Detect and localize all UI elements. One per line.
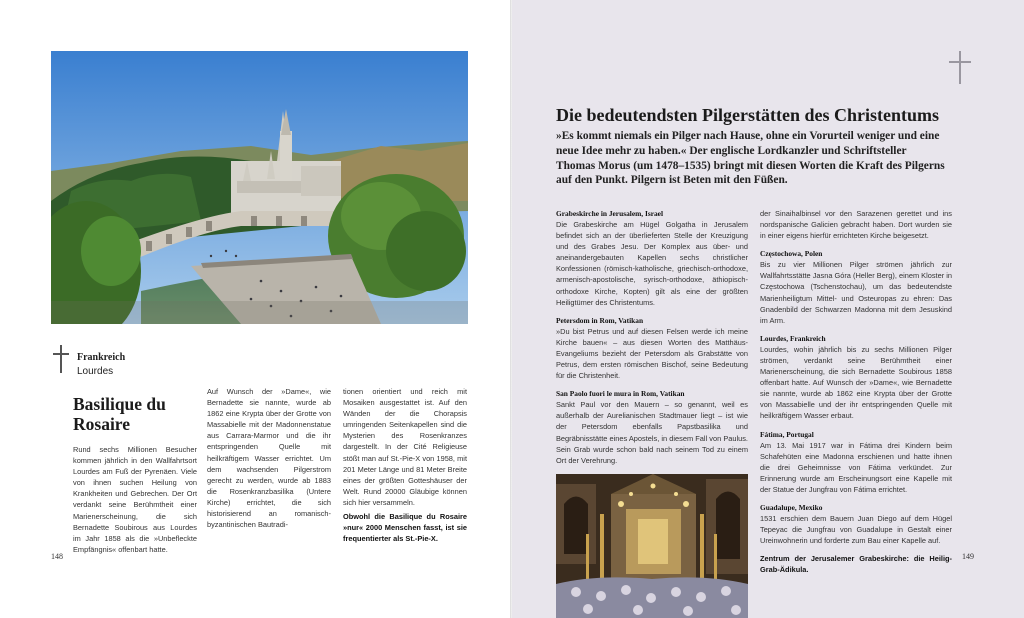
entries-column-2 — [760, 208, 952, 582]
entry-text: der Sinaihalbinsel vor den Sarazenen gerettet und ins nordspanische Galicien gebracht haben. Dort wurden sie in einer eigens hierfür errichteten Kirche beigesetzt. — [760, 209, 952, 241]
intro-paragraph: »Es kommt niemals ein Pilger nach Hause, ohne ein Vorurteil weniger und eine neue Idee mehr zu haben.« Der englische Lordkanzler und Schriftsteller Thomas Morus (um 1478–1535) bringt mit diesen Worten die Kraft des Pilgerns auf den Punkt. Pilgern ist Beten mit den Füßen. — [556, 130, 945, 187]
entry-text: Sankt Paul vor den Mauern – so genannt, weil es außerhalb der Aurelianischen Stadtmauer liegt – ist wie der Petersdom ebenfalls Papstbasilika und Begräbnisstätte eines Apostels, in diesem Fall von Paulus. Sein Grab wurde schon bald nach seinem Tod zu einem Ort der Verehrung. — [556, 400, 748, 465]
cross-icon — [949, 51, 971, 84]
title-line-1: Basilique du — [73, 394, 166, 414]
page-title — [73, 394, 193, 434]
list-item — [760, 333, 952, 422]
page-number: 149 — [962, 552, 974, 561]
list-item — [556, 208, 748, 308]
photo-caption-city: Lourdes — [77, 366, 114, 377]
column-paragraph: Rund sechs Millionen Besucher kommen jährlich in den Wallfahrtsort Lourdes am Fuß der Pyrenäen. Viele von ihnen suchen Heilung von Krankheiten und Gebrechen. Der Ort verdankt seine Berühmtheit einer Marienerscheinung, die sich Bernadette Soubirous aus Lourdes im Jahr 1858 als die »Unbefleckte Empfängnis« offenbart hatte. — [73, 445, 197, 554]
photo-caption-country: Frankreich — [77, 352, 126, 363]
column-paragraph: tionen orientiert und reich mit Mosaiken ausgestattet ist. Auf den Wänden der die Chorapsis umringenden Seitenkapellen sind die Mysterien des Rosenkranzes dargestellt. In der Cité Religieuse stößt man auf St.-Pie-X von 1958, mit 201 Meter Länge und 81 Meter Breite eines der größten Gotteshäuser der Welt. Rund 20000 Gläubige können sich hier versammeln. — [343, 387, 467, 507]
entry-text: Bis zu vier Millionen Pilger strömen jährlich zur Wallfahrtsstätte Jasna Góra (Heller Berg), einem Kloster in Częstochowa (Tschenstochau), um das bedeutendste Marienheiligtum Mittel- und Osteuropas zu ehren: Das Gnadenbild der Schwarzen Madonna mit dem Jesuskind im Arm. — [760, 260, 952, 325]
list-item — [556, 315, 748, 381]
text-column-3 — [343, 386, 467, 544]
entry-text: Die Grabeskirche am Hügel Golgatha in Jerusalem befindet sich an der überlieferten Stelle der Kreuzigung und des Grabes Jesu. Der Komplex aus über- und aneinandergebauten Kapellen sechs christlicher Konfessionen (römisch-katholische, griechisch-orthodoxe, armenisch-apostolische, syrisch-orthodoxe, äthiopisch-orthodoxe Kirche, Kopten) gilt als eine der größten Heiligtümer des Christentums. — [556, 220, 748, 307]
highlight-text: Obwohl die Basilique du Rosaire »nur« 2000 Menschen fasst, ist sie frequentierter als St.-Pie-X. — [343, 512, 467, 544]
lourdes-basilica-photo — [51, 51, 468, 324]
entry-text: Am 13. Mai 1917 war in Fátima drei Kindern beim Schafehüten eine Madonna erschienen und hatte ihnen die drei Geheimnisse von Fátima verkündet. Zur Erinnerung wurde am Erscheinungsort eine Kapelle mit der Statue der Jungfrau von Fátima errichtet. — [760, 440, 952, 494]
text-column-1 — [73, 444, 197, 555]
entry-heading: Guadalupe, Mexiko — [760, 502, 823, 512]
list-item — [760, 208, 952, 241]
caption-text: Zentrum der Jerusalemer Grabeskirche: die Heilig-Grab-Ädikula. — [760, 554, 952, 575]
list-item — [760, 502, 952, 546]
entry-text: Lourdes, wohin jährlich bis zu sechs Millionen Pilger strömen, verdankt seine Berühmtheit einer Marienerscheinung, die sich Bernadette Soubirous 1858 offenbart hatte. Auf Wunsch der »Dame«, wie Bernadette sie nannte, wurde ab 1862 eine Krypta über der Grotte von Massabielle und der ihr entspringenden Quelle mit heilkräftigem Wasser erbaut. — [760, 344, 952, 421]
page-number: 148 — [51, 552, 63, 561]
text-column-2 — [207, 386, 331, 530]
entry-text: 1531 erschien dem Bauern Juan Diego auf dem Hügel Tepeyac die Jungfrau von Guadalupe in Gestalt einer Ureinwohnerin und forderte zum Bau einer Kapelle auf. — [760, 513, 952, 546]
photo-caption — [760, 553, 952, 575]
entry-heading: Grabeskirche in Jerusalem, Israel — [556, 209, 664, 218]
entry-text: »Du bist Petrus und auf diesen Felsen werde ich meine Kirche bauen« – aus diesen Worten des Matthäus-Evangeliums bezieht der Petersdom als Grabstätte von Petrus, dem ersten römischen Bischof, seine Bedeutung für die Christenheit. — [556, 326, 748, 381]
entry-heading: Petersdom in Rom, Vatikan — [556, 315, 644, 325]
entry-heading: San Paolo fuori le mura in Rom, Vatikan — [556, 389, 685, 399]
entry-heading: Lourdes, Frankreich — [760, 333, 826, 343]
list-item — [760, 429, 952, 495]
entry-heading: Częstochowa, Polen — [760, 249, 823, 259]
entry-heading: Fátima, Portugal — [760, 429, 814, 439]
list-item — [556, 388, 748, 466]
page-title: Die bedeutendsten Pilgerstätten des Christentums — [556, 105, 939, 125]
title-line-2: Rosaire — [73, 414, 131, 434]
cross-icon — [53, 345, 69, 373]
column-paragraph: Auf Wunsch der »Dame«, wie Bernadette sie nannte, wurde ab 1862 eine Krypta über der Grotte von Massabielle mit der Madonnenstatue aus Carrara-Marmor und die ihr entspringenden Quelle mit heilkräftigem Wasser errichtet. Um dem wachsenden Pilgerstrom gerecht zu werden, wurde ab 1883 die Rosenkranzbasilika (Untere Kirche) errichtet, die sich historisierend an romanisch-byzantinischen Bautradi- — [207, 387, 331, 530]
holy-sepulchre-photo — [556, 474, 748, 618]
list-item — [760, 248, 952, 326]
